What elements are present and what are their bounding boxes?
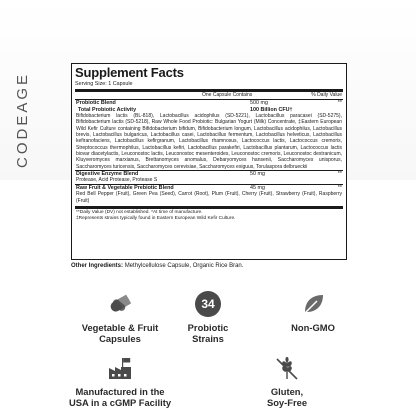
probiotic-activity-row [75,107,343,114]
factory-flag-icon [107,355,133,381]
enzyme-blend-name: Digestive Enzyme Blend [76,170,139,177]
probiotic-blend-name: Probiotic Blend [76,100,116,106]
badge-label: Manufactured in the USA in a cGMP Facility [68,386,172,408]
supplement-facts-panel [71,63,347,260]
wheat-crossed-icon [274,355,300,381]
probiotic-activity-amount: 100 Billion CFU† [250,106,293,113]
footnote-dv: **Daily Value (DV) not established. *At time of manufacture. [76,209,203,215]
column-headers [75,92,343,99]
badge-label: Gluten, Soy-Free [266,386,308,408]
badge-label: Non-GMO [291,322,335,333]
probiotic-blend-amount: 500 mg [250,100,268,106]
leaf-icon [300,291,326,317]
prebiotic-blend-amount: 45 mg [250,184,265,191]
other-ingredients-label: Other Ingredients: [71,263,124,269]
prebiotic-blend-row [75,185,343,192]
footnote-kefir: ‡Represents strains typically found in Eastern European Wild Kefir Culture. [76,215,236,221]
enzyme-blend-amount: 50 mg [250,170,265,177]
badge-probiotic-strains [148,291,268,344]
badge-usa-cgmp [60,355,180,408]
probiotic-blend-row [75,100,343,107]
capsule-icon [107,291,133,317]
serving-size: Serving Size: 1 Capsule [75,81,133,87]
probiotic-activity-name: Total Probiotic Activity [78,106,137,113]
enzyme-text: Protease, Acid Protease, Protease S [76,177,158,184]
prebiotic-blend-dv: ** [337,184,342,191]
enzyme-blend-dv: ** [337,170,342,177]
other-ingredients [71,262,371,270]
other-ingredients-value: Methylcellulose Capsule, Organic Rice Bran. [124,263,244,269]
badge-label: Probiotic Strains [187,322,229,344]
facts-title: Supplement Facts [75,65,184,80]
badge-non-gmo [253,291,373,334]
probiotic-strains-text: Bifidobacterium lactis (BL-818), Lactobacillus acidophilus (SD-5221), Lactobacillus paracasei (SD-5275), Bifidobacterium lactis (SD-5218), Raw Whole Food Probiotic: Bulgarian Yogurt (Milk) Concentrate, ‡Eastern European Wild Kefir Culture containing Bifidobacterium bifidum, Bifidobacterium longum, Lactobacillus acidophilus, Lactobacillus brevis, Lactobacillus bulgaricus, Lactobacillus casei, Lactobacillus fermentum, Lactobacillus helveticus, Lactobacillus kefiranofaciens, Lactobacillus kefirgranum, Lactobacillus rhamnosus, Lactococcus lactis, Lactococcus cremoris, Streptococcus thermophilus, Lactobacillus kefiri, Lactobacillus parakefiri, Lactobacillus plantarum, Lactococcus lactis biovar diacetylactis, Leuconostoc lactis, Leuconostoc mesenteroides, Leuconostoc cremoris, Leuconostoc dextranicum, Kluyveromyces marxianus, Brettanomyces anomalus, Debaryomyces hansenii, Saccharomyces unisporus, Saccharomyces turicensis, Saccharomyces cerevisiae, Saccharomyces exiguus, Torulaspora delbrueckii [76,113,342,170]
badge-label: Vegetable & Fruit Capsules [81,322,159,344]
col-amount-header: One Capsule Contains [202,92,253,98]
number-34-icon: 34 [195,291,221,317]
probiotic-blend-dv: ** [337,100,342,106]
prebiotic-blend-name: Raw Fruit & Vegetable Prebiotic Blend [76,184,174,191]
badge-gluten-soy-free [227,355,347,408]
brand-logo: CODEAGE [14,71,31,168]
prebiotic-text: Red Bell Pepper (Fruit), Green Pea (Seed), Carrot (Root), Plum (Fruit), Cherry (Fruit), Strawberry (Fruit), Raspberry (Fruit) [76,191,342,204]
enzyme-blend-row [75,171,343,178]
col-dv-header: % Daily Value [311,92,342,98]
